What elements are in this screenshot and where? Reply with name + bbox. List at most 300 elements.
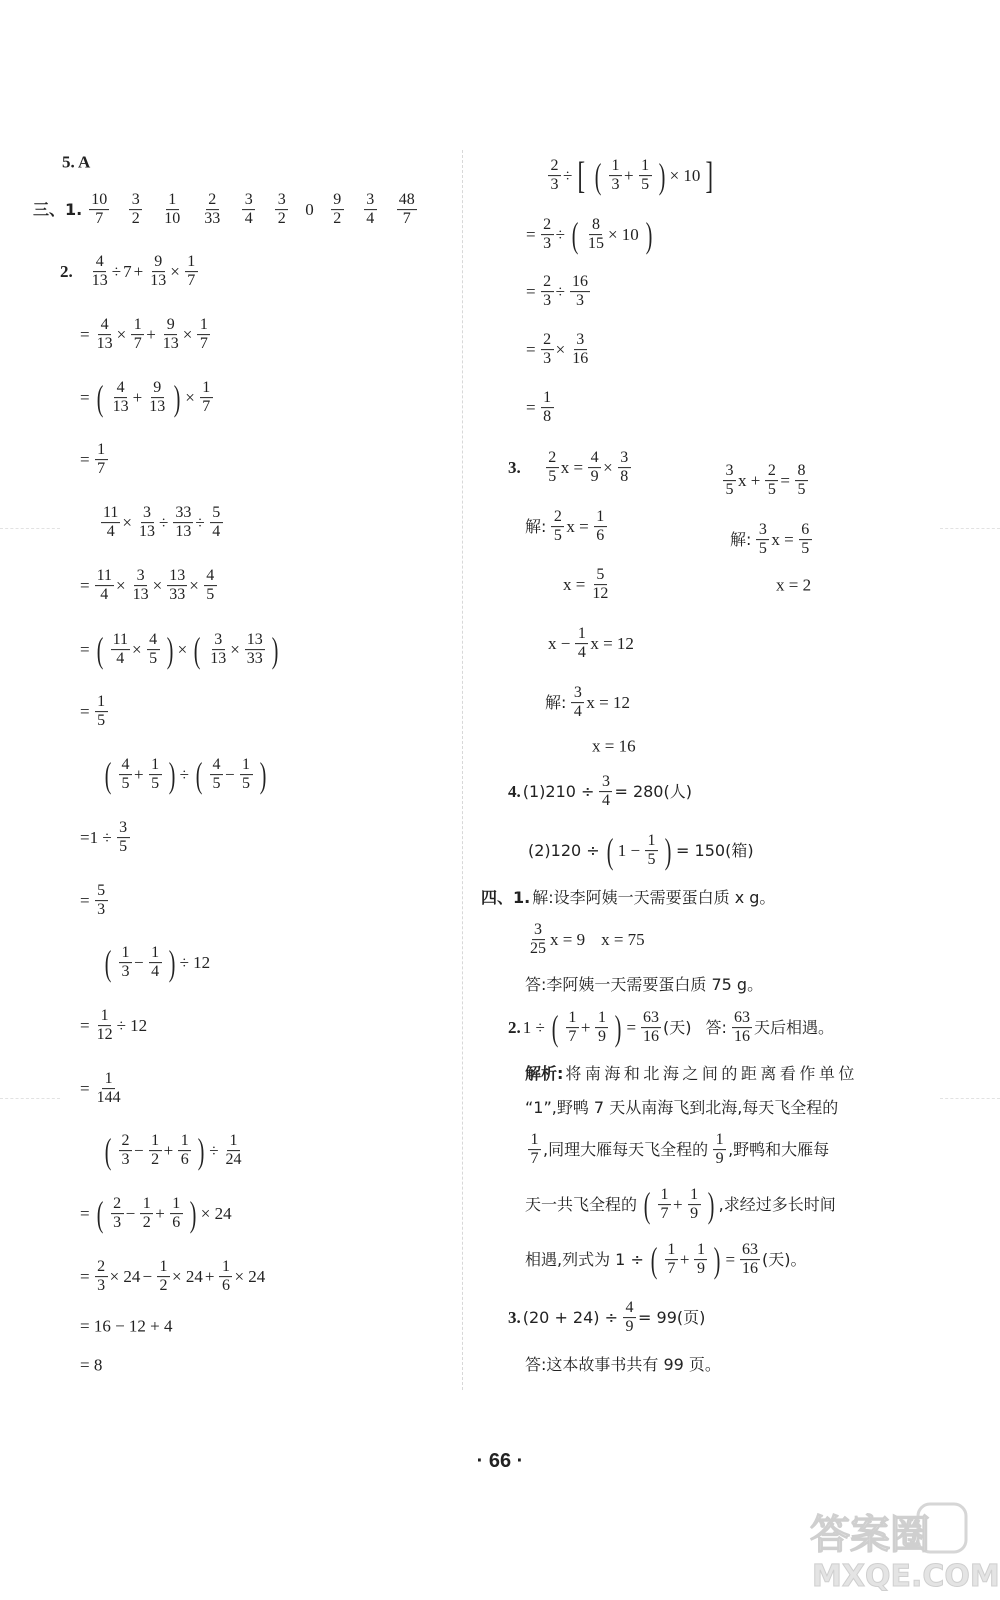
watermark-title: 答案圈 xyxy=(810,1512,930,1558)
numerator: 4 xyxy=(210,756,223,775)
denominator: 5 xyxy=(121,775,130,793)
denominator: 4 xyxy=(244,210,253,228)
equation-line: = ( $\frac{4}{13}$ + $\frac{9}{13}$ ) × $\frac{1}{7}$ xyxy=(80,379,215,417)
numerator: 2 xyxy=(541,331,554,350)
denominator: 6 xyxy=(180,1151,189,1169)
denominator: 33 xyxy=(204,210,221,228)
equation-line: ( $\frac{2}{3}$ − $\frac{1}{2}$ + $\frac{1}{6}$ ) ÷ $\frac{1}{24}$ xyxy=(104,1130,242,1171)
numerator: 1 xyxy=(200,379,213,398)
fraction xyxy=(723,462,736,500)
fraction xyxy=(665,1241,678,1279)
denominator: 16 xyxy=(733,1028,750,1046)
numerator: 1 xyxy=(639,157,652,176)
denominator: 5 xyxy=(767,481,776,499)
watermark-url: MXQE.COM xyxy=(812,1559,1000,1594)
analysis-line: 天一共飞全程的 ( $\frac{1}{7}$ + $\frac{1}{9}$ ) ,求经过多长时间 xyxy=(525,1184,836,1225)
fraction xyxy=(147,379,167,417)
numerator: 8 xyxy=(795,462,808,481)
numerator: 4 xyxy=(119,756,132,775)
fraction xyxy=(167,567,187,605)
denominator: 24 xyxy=(225,1151,242,1169)
denominator: 5 xyxy=(206,586,215,604)
equation-line: = $\frac{2}{3}$ ÷ ( $\frac{8}{15}$ × 10 ) xyxy=(526,214,653,255)
denominator: 2 xyxy=(142,1214,151,1232)
numerator: 9 xyxy=(331,191,344,210)
answer-line: 三、1. $\frac{10}{7}$ $\frac{3}{2}$ $\frac{1}{10}$ $\frac{2}{33}$ $\frac{3}{4}$ $\frac{3}{2}$ 0 $\frac{9}{2}$ $\frac{3}{4}$ $\frac{48}{7}$ xyxy=(33,191,422,229)
fraction xyxy=(541,216,554,254)
numerator: 8 xyxy=(589,216,602,235)
fraction xyxy=(528,1131,541,1169)
numerator: 9 xyxy=(164,316,177,335)
denominator: 9 xyxy=(715,1150,724,1168)
denominator: 7 xyxy=(202,398,211,416)
numerator: 1 xyxy=(595,1009,608,1028)
denominator: 7 xyxy=(530,1150,539,1168)
denominator: 5 xyxy=(149,650,158,668)
equation-line: = ( $\frac{11}{4}$ × $\frac{4}{5}$ ) × ( $\frac{3}{13}$ × $\frac{13}{33}$ ) xyxy=(80,629,279,670)
numerator: 1 xyxy=(594,508,607,527)
denominator: 13 xyxy=(96,335,113,353)
equation-line: 2. $\frac{4}{13}$ ÷ 7 + $\frac{9}{13}$ × $\frac{1}{7}$ xyxy=(60,253,200,291)
numerator: 1 xyxy=(95,441,108,460)
numerator: 1 xyxy=(98,1007,111,1026)
numerator: 2 xyxy=(119,1132,132,1151)
denominator: 5 xyxy=(553,527,562,545)
denominator: 9 xyxy=(625,1318,634,1336)
denominator: 33 xyxy=(169,586,186,604)
answer-fraction xyxy=(275,191,288,229)
numerator: 5 xyxy=(95,882,108,901)
numerator: 9 xyxy=(152,253,165,272)
denominator: 7 xyxy=(133,335,142,353)
numerator: 1 xyxy=(185,253,198,272)
fraction xyxy=(170,1195,183,1233)
equation-line: x = 16 xyxy=(592,736,636,756)
denominator: 13 xyxy=(139,523,155,541)
denominator: 5 xyxy=(242,775,251,793)
numerator: 11 xyxy=(101,504,120,523)
numerator: 1 xyxy=(694,1241,707,1260)
fraction xyxy=(140,1195,153,1233)
numerator: 3 xyxy=(571,684,584,703)
denominator: 4 xyxy=(212,523,221,541)
denominator: 12 xyxy=(96,1026,113,1044)
answer-fraction xyxy=(242,191,255,229)
fraction xyxy=(618,449,631,487)
numerator: 4 xyxy=(114,379,127,398)
fraction xyxy=(200,379,213,417)
fraction xyxy=(101,504,120,542)
fraction xyxy=(795,462,808,500)
fraction xyxy=(756,521,769,559)
fraction xyxy=(95,567,114,605)
equation-line: x − $\frac{1}{4}$ x = 12 xyxy=(548,625,634,662)
numerator: 2 xyxy=(541,273,554,292)
numerator: 6 xyxy=(799,521,812,540)
fraction xyxy=(588,449,601,487)
equation-line: = $\frac{2}{3}$ × $\frac{3}{16}$ xyxy=(526,331,589,368)
equation-line: =1 ÷ $\frac{3}{5}$ xyxy=(80,819,132,857)
numerator: 2 xyxy=(546,449,559,468)
fraction xyxy=(95,1007,115,1045)
numerator: 3 xyxy=(756,521,769,540)
denominator: 7 xyxy=(660,1205,669,1223)
numerator: 1 xyxy=(170,1195,183,1214)
equation-line: = $\frac{5}{3}$ xyxy=(80,882,110,920)
fraction xyxy=(131,567,151,605)
fraction xyxy=(541,331,554,369)
right-column xyxy=(470,0,1000,1600)
denominator: 2 xyxy=(333,210,342,228)
numerator: 13 xyxy=(167,567,187,586)
denominator: 5 xyxy=(797,481,806,499)
fraction xyxy=(204,567,217,605)
analysis-line: “1”,野鸭 7 天从南海飞到北海,每天飞全程的 xyxy=(525,1098,839,1118)
answer-fraction xyxy=(397,191,417,229)
answer-fraction xyxy=(129,191,142,229)
denominator: 7 xyxy=(402,210,411,228)
denominator: 5 xyxy=(725,481,734,499)
fraction xyxy=(149,756,162,794)
numerator: 1 xyxy=(166,191,179,210)
numerator: 3 xyxy=(242,191,255,210)
fraction xyxy=(688,1186,701,1224)
denominator: 3 xyxy=(543,350,552,368)
denominator: 10 xyxy=(164,210,181,228)
denominator: 5 xyxy=(119,838,128,856)
equation-line: = 8 xyxy=(80,1355,103,1375)
equation-line: = $\frac{4}{13}$ × $\frac{1}{7}$ + $\frac{9}{13}$ × $\frac{1}{7}$ xyxy=(80,316,212,354)
denominator: 15 xyxy=(587,235,604,253)
numerator: 10 xyxy=(89,191,109,210)
denominator: 9 xyxy=(696,1260,705,1278)
numerator: 4 xyxy=(147,631,160,650)
fraction xyxy=(595,1009,608,1047)
fraction xyxy=(575,625,588,663)
fraction xyxy=(90,253,110,291)
fraction xyxy=(694,1241,707,1279)
numerator: 63 xyxy=(732,1009,752,1028)
analysis-line: $\frac{1}{7}$ ,同理大雁每天飞全程的 $\frac{1}{9}$ ,野鸭和大雁每 xyxy=(525,1131,831,1169)
numerator: 1 xyxy=(609,157,622,176)
equation-line: = $\frac{2}{3}$ × 24 − $\frac{1}{2}$ × 24 + $\frac{1}{6}$ × 24 xyxy=(80,1258,266,1295)
denominator: 13 xyxy=(175,523,192,541)
denominator: 13 xyxy=(91,272,108,290)
fraction xyxy=(594,508,607,546)
fraction xyxy=(609,157,622,195)
numerator: 1 xyxy=(149,756,162,775)
equation-line: $\frac{11}{4}$ × $\frac{3}{13}$ ÷ $\frac{33}{13}$ ÷ $\frac{5}{4}$ xyxy=(98,504,225,542)
numerator: 4 xyxy=(93,253,106,272)
answer-line: 答:这本故事书共有 99 页。 xyxy=(525,1355,721,1375)
denominator: 7 xyxy=(568,1028,577,1046)
answer-value: 0 xyxy=(305,199,314,219)
answer-fraction xyxy=(202,191,222,229)
fraction xyxy=(157,1258,170,1296)
numerator: 1 xyxy=(131,316,144,335)
numerator: 1 xyxy=(219,1258,232,1277)
equation-line: 3. (20 + 24) ÷ $\frac{4}{9}$ = 99(页) xyxy=(508,1299,706,1336)
fraction xyxy=(210,504,223,542)
fraction xyxy=(740,1241,760,1279)
denominator: 5 xyxy=(801,540,810,558)
answer-line: 5. A xyxy=(62,152,91,172)
denominator: 4 xyxy=(151,963,160,981)
numerator: 1 xyxy=(119,944,132,963)
numerator: 13 xyxy=(245,631,265,650)
denominator: 5 xyxy=(548,468,557,486)
answer-fraction xyxy=(364,191,377,229)
numerator: 1 xyxy=(688,1186,701,1205)
equation-line: 解: $\frac{3}{4}$ x = 12 xyxy=(545,684,630,721)
fraction xyxy=(566,1009,579,1047)
denominator: 6 xyxy=(221,1277,230,1295)
denominator: 5 xyxy=(758,540,767,558)
denominator: 13 xyxy=(112,398,129,416)
numerator: 3 xyxy=(364,191,377,210)
fraction xyxy=(623,1299,636,1337)
fraction xyxy=(119,944,132,982)
fraction xyxy=(197,316,210,354)
equation-line: = ( $\frac{2}{3}$ − $\frac{1}{2}$ + $\frac{1}{6}$ ) × 24 xyxy=(80,1193,232,1234)
denominator: 33 xyxy=(246,650,263,668)
numerator: 1 xyxy=(197,316,210,335)
fraction xyxy=(571,684,584,722)
denominator: 7 xyxy=(97,460,106,478)
fraction xyxy=(245,631,265,669)
denominator: 16 xyxy=(572,350,589,368)
fraction xyxy=(208,631,228,669)
numerator: 3 xyxy=(134,567,147,586)
fraction xyxy=(178,1132,191,1170)
denominator: 2 xyxy=(151,1151,160,1169)
fraction xyxy=(95,441,108,479)
numerator: 2 xyxy=(548,157,561,176)
answer-line: 答:李阿姨一天需要蛋白质 75 g。 xyxy=(525,975,764,995)
fraction xyxy=(570,273,590,311)
equation-line: x = $\frac{5}{12}$ xyxy=(563,566,609,603)
numerator: 3 xyxy=(212,631,225,650)
fraction xyxy=(111,379,131,417)
fraction xyxy=(799,521,812,559)
numerator: 3 xyxy=(532,921,545,940)
numerator: 4 xyxy=(204,567,217,586)
denominator: 3 xyxy=(550,176,559,194)
denominator: 5 xyxy=(647,851,656,869)
numerator: 2 xyxy=(765,462,778,481)
fraction xyxy=(111,631,130,669)
numerator: 5 xyxy=(210,504,223,523)
numerator: 63 xyxy=(740,1241,760,1260)
numerator: 3 xyxy=(129,191,142,210)
denominator: 13 xyxy=(210,650,227,668)
denominator: 144 xyxy=(96,1089,121,1107)
equation-line: 4. (1)210 ÷ $\frac{3}{4}$ = 280(人) xyxy=(508,773,692,810)
numerator: 1 xyxy=(575,625,588,644)
denominator: 4 xyxy=(366,210,375,228)
denominator: 2 xyxy=(159,1277,168,1295)
denominator: 4 xyxy=(573,703,582,721)
fraction xyxy=(147,631,160,669)
fraction xyxy=(137,504,157,542)
equation-line: = $\frac{1}{8}$ xyxy=(526,389,556,427)
numerator: 2 xyxy=(111,1195,124,1214)
numerator: 4 xyxy=(623,1299,636,1318)
equation-line: = 16 − 12 + 4 xyxy=(80,1316,173,1336)
denominator: 3 xyxy=(543,292,552,310)
denominator: 13 xyxy=(149,398,166,416)
watermark-graphic xyxy=(800,1498,1000,1594)
fraction xyxy=(149,1132,162,1170)
denominator: 4 xyxy=(601,792,610,810)
answer-fraction xyxy=(89,191,109,229)
numerator: 3 xyxy=(618,449,631,468)
fraction xyxy=(95,1258,108,1296)
page-number: · 66 · xyxy=(476,1450,524,1472)
denominator: 8 xyxy=(543,408,552,426)
fraction xyxy=(713,1131,726,1169)
equation-line: 解: $\frac{3}{5}$ x = $\frac{6}{5}$ xyxy=(730,521,814,559)
equation-line: ( $\frac{1}{3}$ − $\frac{1}{4}$ ) ÷ 12 xyxy=(104,942,211,983)
denominator: 3 xyxy=(543,235,552,253)
denominator: 3 xyxy=(611,176,620,194)
numerator: 3 xyxy=(117,819,130,838)
equation-line: (2)120 ÷ ( 1 − $\frac{1}{5}$ ) = 150(箱) xyxy=(528,830,754,871)
denominator: 5 xyxy=(641,176,650,194)
numerator: 1 xyxy=(665,1241,678,1260)
numerator: 1 xyxy=(157,1258,170,1277)
numerator: 2 xyxy=(541,216,554,235)
numerator: 1 xyxy=(178,1132,191,1151)
equation-line: = $\frac{1}{144}$ xyxy=(80,1070,121,1107)
equation-line: $\frac{3}{5}$ x + $\frac{2}{5}$ = $\frac{8}{5}$ xyxy=(720,462,810,500)
fraction xyxy=(95,316,115,354)
denominator: 3 xyxy=(121,963,130,981)
numerator: 3 xyxy=(723,462,736,481)
denominator: 7 xyxy=(187,272,196,290)
fraction xyxy=(185,253,198,291)
denominator: 8 xyxy=(620,468,629,486)
fraction xyxy=(570,331,590,369)
fraction xyxy=(541,273,554,311)
numerator: 3 xyxy=(599,773,612,792)
fraction xyxy=(645,832,658,870)
fraction xyxy=(240,756,253,794)
fraction xyxy=(732,1009,752,1047)
fraction xyxy=(541,389,554,427)
numerator: 11 xyxy=(111,631,130,650)
denominator: 12 xyxy=(592,585,609,603)
fraction xyxy=(119,756,132,794)
fraction xyxy=(161,316,181,354)
denominator: 25 xyxy=(530,940,546,958)
denominator: 7 xyxy=(199,335,208,353)
denominator: 13 xyxy=(150,272,167,290)
numerator: 1 xyxy=(95,693,108,712)
fraction xyxy=(119,1132,132,1170)
denominator: 3 xyxy=(113,1214,122,1232)
denominator: 6 xyxy=(172,1214,181,1232)
numerator: 3 xyxy=(141,504,154,523)
denominator: 5 xyxy=(97,712,106,730)
equation-line: = $\frac{1}{12}$ ÷ 12 xyxy=(80,1007,148,1044)
numerator: 3 xyxy=(574,331,587,350)
numerator: 4 xyxy=(588,449,601,468)
numerator: 2 xyxy=(95,1258,108,1277)
fraction xyxy=(173,504,193,542)
fraction xyxy=(528,921,548,959)
numerator: 9 xyxy=(151,379,164,398)
numerator: 1 xyxy=(140,1195,153,1214)
fraction xyxy=(95,693,108,731)
answer-list xyxy=(86,191,420,229)
numerator: 4 xyxy=(98,316,111,335)
fraction xyxy=(586,216,606,254)
numerator: 1 xyxy=(645,832,658,851)
numerator: 2 xyxy=(206,191,219,210)
answer-line: 四、1. 解:设李阿姨一天需要蛋白质 x g。 xyxy=(481,888,776,908)
denominator: 13 xyxy=(162,335,179,353)
left-column xyxy=(0,0,470,1600)
denominator: 3 xyxy=(575,292,584,310)
numerator: 48 xyxy=(397,191,417,210)
numerator: 5 xyxy=(594,566,607,585)
numerator: 3 xyxy=(275,191,288,210)
denominator: 4 xyxy=(106,523,115,541)
denominator: 13 xyxy=(132,586,149,604)
fraction xyxy=(546,449,559,487)
denominator: 2 xyxy=(131,210,140,228)
numerator: 1 xyxy=(528,1131,541,1150)
equation-line: 3. $\frac{2}{5}$ x = $\frac{4}{9}$ × $\frac{3}{8}$ xyxy=(508,449,633,487)
fraction xyxy=(131,316,144,354)
denominator: 4 xyxy=(116,650,125,668)
numerator: 1 xyxy=(102,1070,115,1089)
numerator: 1 xyxy=(149,1132,162,1151)
numerator: 1 xyxy=(227,1132,240,1151)
fraction xyxy=(111,1195,124,1233)
analysis-line: 相遇,列式为 1 ÷ ( $\frac{1}{7}$ + $\frac{1}{9}$ ) = $\frac{63}{16}$ (天)。 xyxy=(525,1239,807,1280)
equation-line: ( $\frac{4}{5}$ + $\frac{1}{5}$ ) ÷ ( $\frac{4}{5}$ − $\frac{1}{5}$ ) xyxy=(104,754,266,795)
numerator: 1 xyxy=(149,944,162,963)
fraction xyxy=(148,253,168,291)
equation-line: 2. 1 ÷ ( $\frac{1}{7}$ + $\frac{1}{9}$ ) = $\frac{63}{16}$ (天) 答: $\frac{63}{16}$ 天后相遇。 xyxy=(508,1007,834,1048)
numerator: 1 xyxy=(566,1009,579,1028)
numerator: 1 xyxy=(658,1186,671,1205)
numerator: 1 xyxy=(713,1131,726,1150)
fraction xyxy=(641,1009,661,1047)
denominator: 2 xyxy=(277,210,286,228)
site-watermark-logo xyxy=(800,1498,1000,1594)
fraction xyxy=(658,1186,671,1224)
fraction xyxy=(548,157,561,195)
denominator: 3 xyxy=(97,1277,106,1295)
equation-line: $\frac{3}{25}$ x = 9 x = 75 xyxy=(530,921,645,958)
answer-fraction xyxy=(162,191,182,229)
denominator: 3 xyxy=(121,1151,130,1169)
denominator: 9 xyxy=(690,1205,699,1223)
numerator: 16 xyxy=(570,273,590,292)
fraction xyxy=(95,882,108,920)
fraction xyxy=(210,756,223,794)
denominator: 16 xyxy=(742,1260,759,1278)
equation-line: $\frac{2}{3}$ ÷ [ ( $\frac{1}{3}$ + $\frac{1}{5}$ ) × 10 ] xyxy=(545,157,718,195)
equation-line: x = 2 xyxy=(776,575,812,595)
fraction xyxy=(95,1070,123,1108)
denominator: 9 xyxy=(590,468,599,486)
denominator: 4 xyxy=(577,644,586,662)
fraction xyxy=(765,462,778,500)
